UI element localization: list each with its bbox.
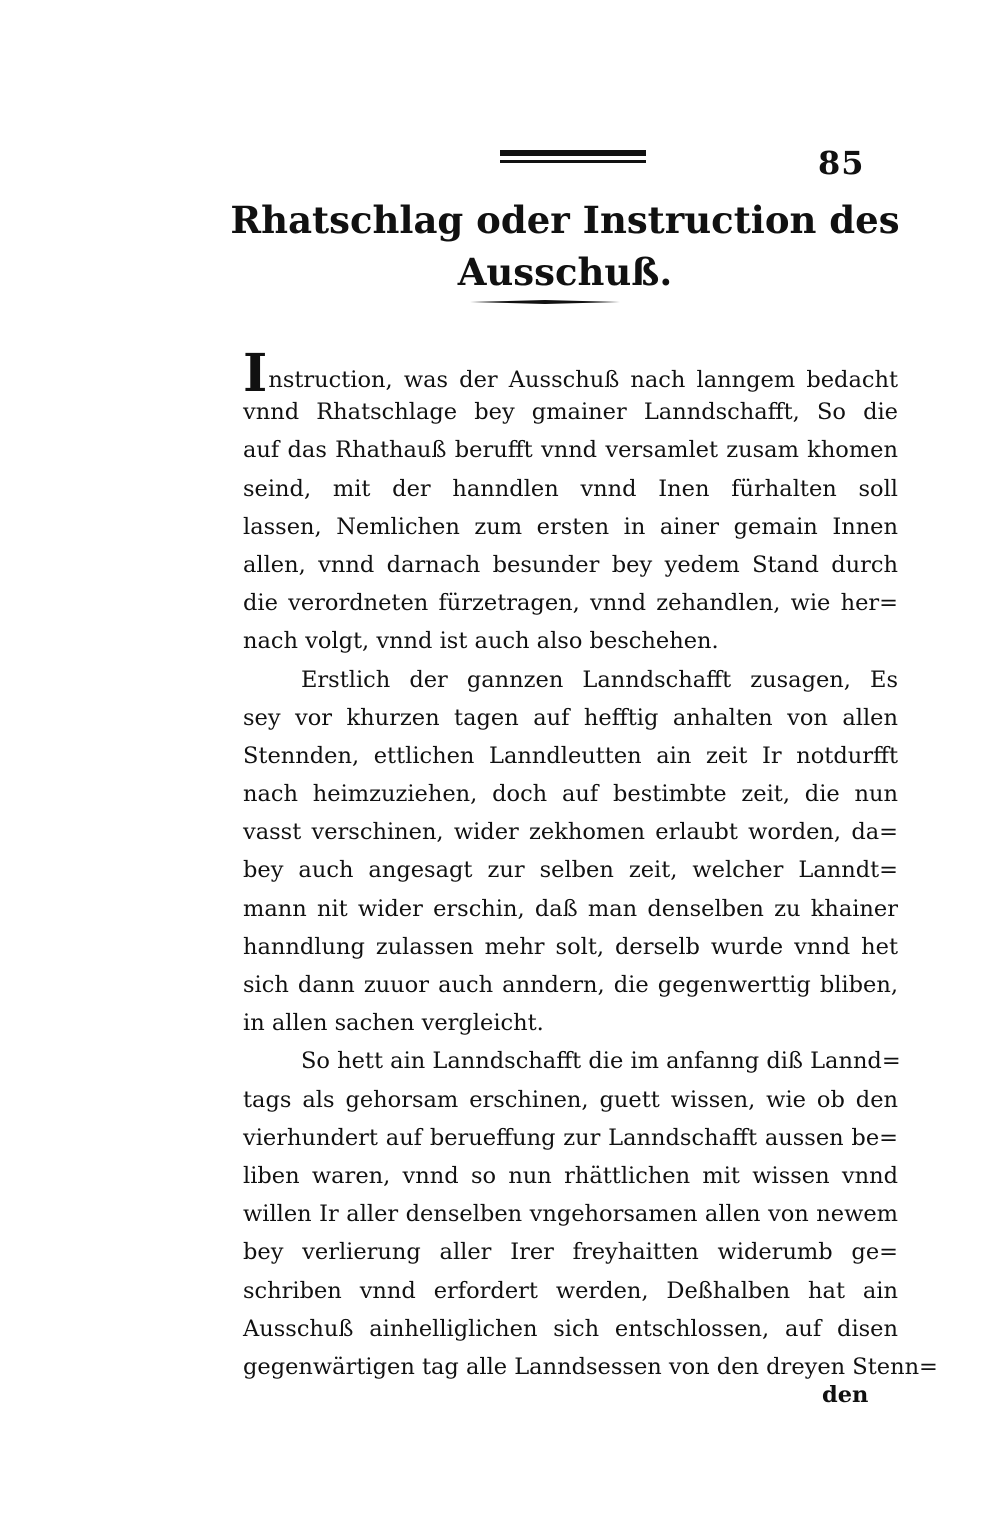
chapter-title xyxy=(230,194,900,298)
title-ornament-rule xyxy=(470,300,620,304)
text-line: Instruction, was der Ausschuß nach lanngem bedacht xyxy=(243,343,898,404)
text-line: tags als gehorsam erschinen, guett wissen, wie ob den xyxy=(243,1086,898,1113)
text-line: hanndlung zulassen mehr solt, derselb wurde vnnd het xyxy=(243,933,898,960)
text-line: vasst verschinen, wider zekhomen erlaubt worden, da= xyxy=(243,819,898,846)
text-line: nach volgt, vnnd ist auch also beschehen. xyxy=(243,628,719,655)
text-line: die verordneten fürzetragen, vnnd zehandlen, wie her= xyxy=(243,590,898,617)
text-line: Stennden, ettlichen Lanndleutten ain zeit Ir notdurfft xyxy=(243,742,898,769)
header-double-rule xyxy=(500,150,646,163)
chapter-title-line-1: Rhatschlag oder Instruction des xyxy=(230,198,900,242)
text-line: bey verlierung aller Irer freyhaitten widerumb ge= xyxy=(243,1239,898,1266)
text-line: nach heimzuziehen, doch auf bestimbte zeit, die nun xyxy=(243,781,898,808)
text-line: sey vor khurzen tagen auf hefftig anhalten von allen xyxy=(243,704,898,731)
catchword: den xyxy=(822,1382,869,1408)
text-line: willen Ir aller denselben vngehorsamen allen von newem xyxy=(243,1201,898,1228)
text-line: lassen, Nemlichen zum ersten in ainer gemain Innen xyxy=(243,513,898,540)
text-line: in allen sachen vergleicht. xyxy=(243,1010,544,1037)
text-line: sich dann zuuor auch anndern, die gegenwerttig bliben, xyxy=(243,972,898,998)
text-line: bey auch angesagt zur selben zeit, welcher Lanndt= xyxy=(243,857,898,884)
text-line: gegenwärtigen tag alle Lanndsessen von den dreyen Stenn= xyxy=(243,1353,938,1380)
text-line: Ausschuß ainhelliglichen sich entschlossen, auf disen xyxy=(243,1315,898,1342)
text-line: So hett ain Lanndschafft die im anfanng diß Lannd= xyxy=(301,1048,901,1075)
drop-cap: I xyxy=(243,343,268,404)
text-line: liben waren, vnnd so nun rhättlichen mit wissen vnnd xyxy=(243,1162,898,1189)
text-line: vnnd Rhatschlage bey gmainer Lanndschafft, So die xyxy=(243,399,898,426)
text-line: Erstlich der gannzen Lanndschafft zusagen, Es xyxy=(301,666,898,693)
text-line: mann nit wider erschin, daß man denselben zu khainer xyxy=(243,895,898,922)
text-line: seind, mit der hanndlen vnnd Inen fürhalten soll xyxy=(243,475,898,502)
text-line: auf das Rhathauß berufft vnnd versamlet zusam khomen xyxy=(243,437,898,464)
page-number: 85 xyxy=(818,144,865,182)
text-line: vierhundert auf berueffung zur Lanndschafft aussen be= xyxy=(243,1124,898,1151)
text-line: schriben vnnd erfordert werden, Deßhalben hat ain xyxy=(243,1277,898,1304)
text-line: allen, vnnd darnach besunder bey yedem Stand durch xyxy=(243,551,898,578)
body-text xyxy=(243,343,938,1386)
chapter-title-line-2: Ausschuß. xyxy=(457,250,673,294)
